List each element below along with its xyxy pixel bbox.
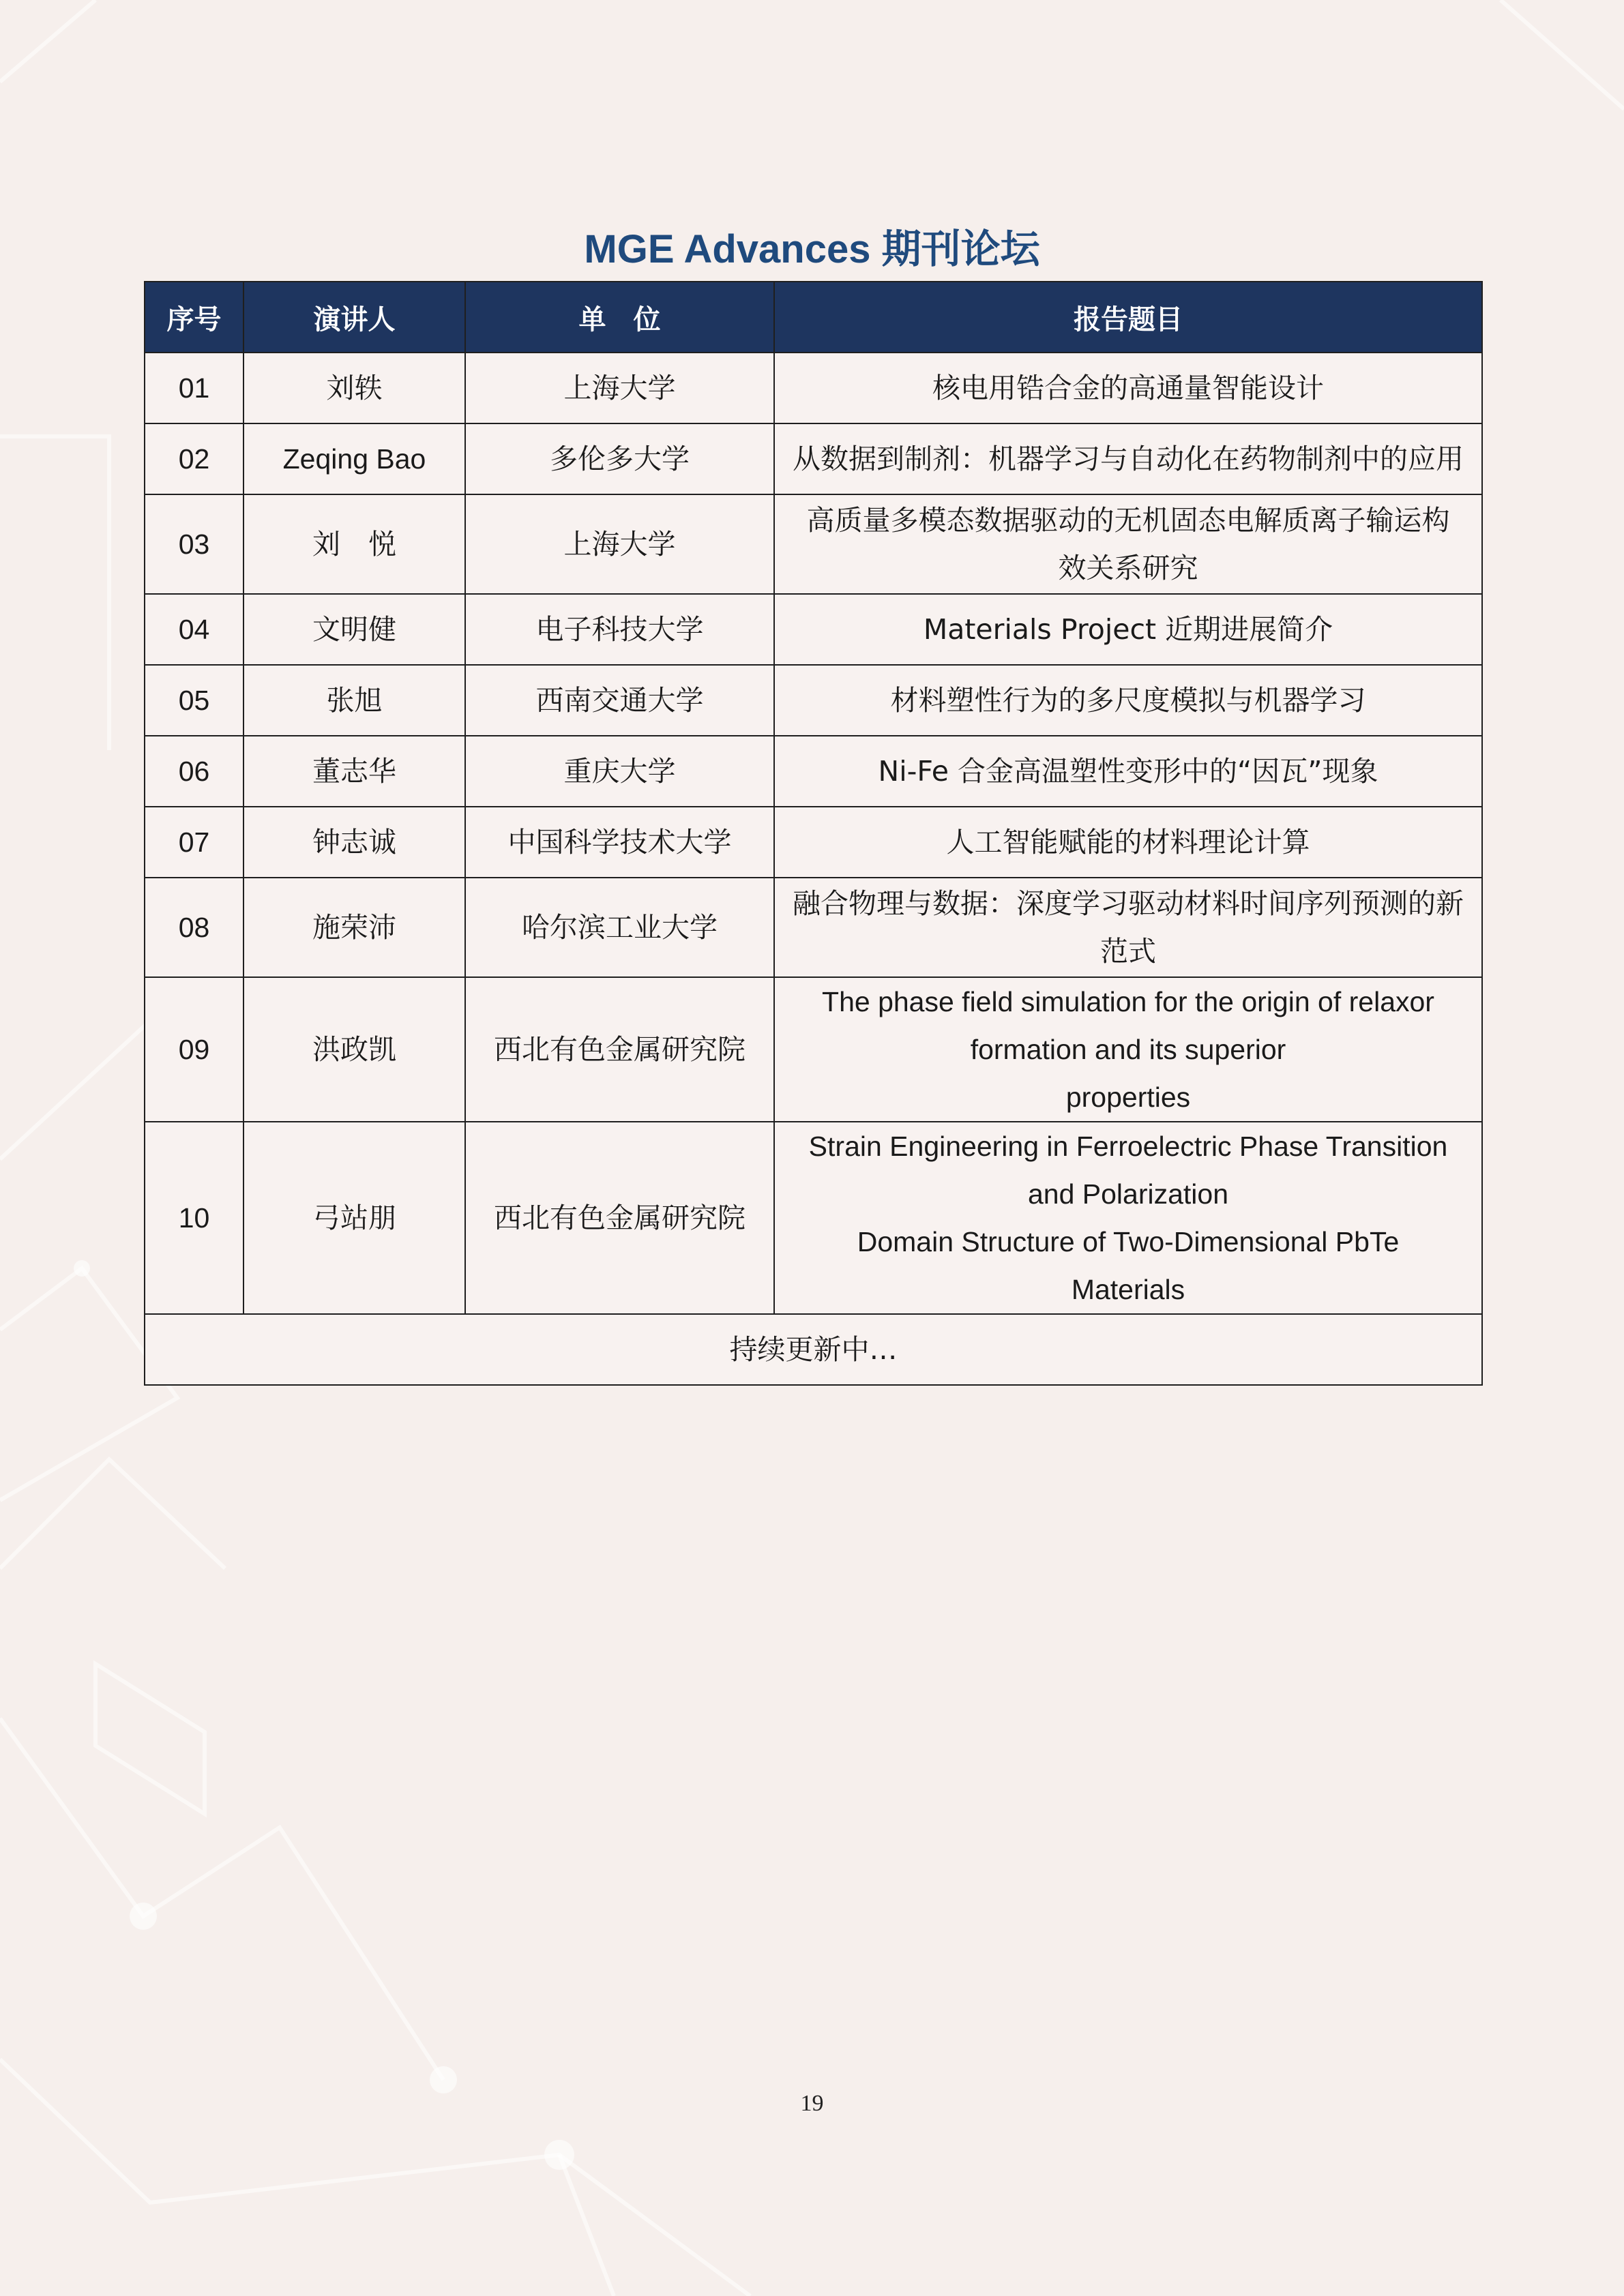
- speaker-unit: 西北有色金属研究院: [465, 977, 774, 1122]
- speaker-name: 文明健: [243, 594, 465, 665]
- speaker-name: 钟志诚: [243, 807, 465, 878]
- row-number: 04: [145, 594, 243, 665]
- speaker-unit: 中国科学技术大学: [465, 807, 774, 878]
- table-row: [145, 977, 1482, 1122]
- speaker-unit: 多伦多大学: [465, 423, 774, 494]
- report-title-line: Materials: [1071, 1274, 1185, 1305]
- row-number: 09: [145, 977, 243, 1122]
- row-number: 03: [145, 494, 243, 594]
- table-row: [145, 1122, 1482, 1314]
- page-number: 19: [800, 2091, 824, 2116]
- speaker-unit: 西北有色金属研究院: [465, 1122, 774, 1314]
- report-title-line: and Polarization: [1027, 1178, 1229, 1210]
- speaker-unit: 电子科技大学: [465, 594, 774, 665]
- row-number: 08: [145, 878, 243, 977]
- report-title: 核电用锆合金的高通量智能设计: [774, 353, 1482, 423]
- header-speaker: 演讲人: [243, 282, 465, 353]
- table-row: [145, 736, 1482, 807]
- row-number: 07: [145, 807, 243, 878]
- forum-talks-table: [144, 281, 1483, 1386]
- report-title-line: 效关系研究: [1058, 552, 1198, 584]
- report-title: Ni-Fe 合金高温塑性变形中的“因瓦”现象: [774, 736, 1482, 807]
- table-row: [145, 878, 1482, 977]
- report-title: [774, 1122, 1482, 1314]
- header-report-title: 报告题目: [774, 282, 1482, 353]
- report-title-line: 范式: [1100, 935, 1156, 968]
- report-title-line: 高质量多模态数据驱动的无机固态电解质离子输运构: [806, 504, 1450, 537]
- table-row: [145, 807, 1482, 878]
- report-title: [774, 977, 1482, 1122]
- table-header-row: [145, 282, 1482, 353]
- row-number: 02: [145, 423, 243, 494]
- row-number: 01: [145, 353, 243, 423]
- speaker-name: 董志华: [243, 736, 465, 807]
- page-title: MGE Advances 期刊论坛: [584, 227, 1040, 271]
- table-row: [145, 494, 1482, 594]
- report-title: 从数据到制剂：机器学习与自动化在药物制剂中的应用: [774, 423, 1482, 494]
- report-title-line: Strain Engineering in Ferroelectric Phase Transition: [808, 1131, 1448, 1162]
- report-title-line: 融合物理与数据：深度学习驱动材料时间序列预测的新: [793, 887, 1464, 920]
- report-title: 材料塑性行为的多尺度模拟与机器学习: [774, 665, 1482, 736]
- report-title: 人工智能赋能的材料理论计算: [774, 807, 1482, 878]
- speaker-unit: 上海大学: [465, 353, 774, 423]
- speaker-name: 洪政凯: [243, 977, 465, 1122]
- table-footer-note: 持续更新中…: [145, 1314, 1482, 1385]
- speaker-name: 张旭: [243, 665, 465, 736]
- report-title: Materials Project 近期进展简介: [774, 594, 1482, 665]
- row-number: 05: [145, 665, 243, 736]
- speaker-unit: 重庆大学: [465, 736, 774, 807]
- table-row: [145, 423, 1482, 494]
- header-number: 序号: [145, 282, 243, 353]
- speaker-name: Zeqing Bao: [243, 423, 465, 494]
- table-row: [145, 665, 1482, 736]
- table-footer-row: [145, 1314, 1482, 1385]
- report-title: [774, 494, 1482, 594]
- speaker-name: 刘轶: [243, 353, 465, 423]
- row-number: 10: [145, 1122, 243, 1314]
- row-number: 06: [145, 736, 243, 807]
- speaker-name: 施荣沛: [243, 878, 465, 977]
- speaker-unit: 西南交通大学: [465, 665, 774, 736]
- speaker-unit: 上海大学: [465, 494, 774, 594]
- report-title-line: The phase field simulation for the origin of relaxor: [822, 986, 1434, 1017]
- report-title: [774, 878, 1482, 977]
- report-title-line: formation and its superior: [970, 1034, 1286, 1065]
- speaker-unit: 哈尔滨工业大学: [465, 878, 774, 977]
- header-unit: 单 位: [465, 282, 774, 353]
- speaker-name: 刘 悦: [243, 494, 465, 594]
- report-title-line: Domain Structure of Two-Dimensional PbTe: [857, 1226, 1400, 1257]
- table-row: [145, 353, 1482, 423]
- speaker-name: 弓站朋: [243, 1122, 465, 1314]
- report-title-line: properties: [1065, 1082, 1191, 1113]
- table-row: [145, 594, 1482, 665]
